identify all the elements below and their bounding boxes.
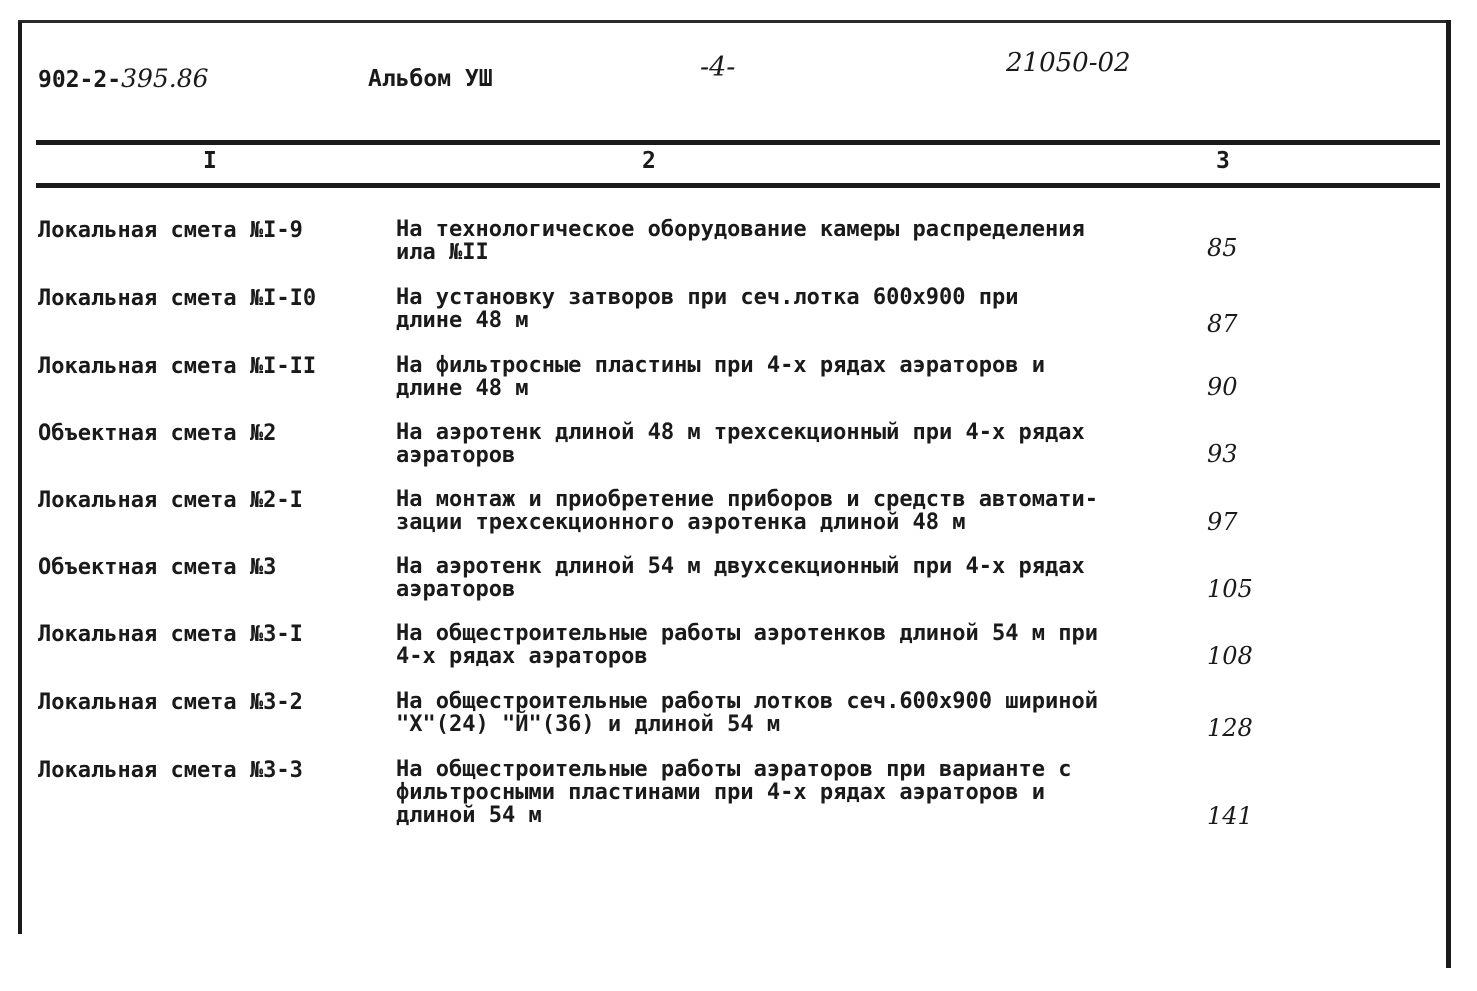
estimate-description: На технологическое оборудование камеры распределения ила №II <box>396 217 1085 265</box>
estimate-description: На монтаж и приобретение приборов и средств автомати- зации трехсекционного аэротенка длиной 48 м <box>396 487 1098 535</box>
estimate-description: На общестроительные работы лотков сеч.600х900 шириной "Х"(24) "Й"(36) и длиной 54 м <box>396 689 1098 737</box>
estimate-description: На аэротенк длиной 48 м трехсекционный при 4-х рядах аэраторов <box>396 420 1085 468</box>
estimate-page: 85 <box>1207 234 1238 262</box>
estimate-description: На общестроительные работы аэротенков длиной 54 м при 4-х рядах аэраторов <box>396 621 1098 669</box>
estimate-page: 105 <box>1207 575 1253 603</box>
column-header-3: 3 <box>1216 148 1230 174</box>
document-code: 902-2-395.86 <box>38 64 209 93</box>
estimate-description: На установку затворов при сеч.лотка 600х900 при длине 48 м <box>396 285 1019 333</box>
estimate-page: 141 <box>1207 802 1253 830</box>
frame-left-border <box>18 22 22 934</box>
estimate-description: На аэротенк длиной 54 м двухсекционный при 4-х рядах аэраторов <box>396 554 1085 602</box>
estimate-name: Локальная смета №3-2 <box>38 690 303 715</box>
estimate-name: Объектная смета №2 <box>38 421 277 446</box>
estimate-name: Локальная смета №I-II <box>38 354 317 379</box>
estimate-page: 128 <box>1207 714 1253 742</box>
estimate-description: На общестроительные работы аэраторов при варианте с фильтросными пластинами при 4-х рядах аэраторов и длиной 54 м <box>396 757 1072 828</box>
estimate-description: На фильтросные пластины при 4-х рядах аэраторов и длине 48 м <box>396 353 1046 401</box>
estimate-page: 97 <box>1207 508 1238 536</box>
table-header-top-rule <box>36 140 1440 145</box>
estimate-page: 87 <box>1207 310 1238 338</box>
column-header-1: I <box>203 148 217 174</box>
estimate-page: 93 <box>1207 440 1238 468</box>
frame-right-border <box>1446 20 1451 968</box>
estimate-name: Локальная смета №3-I <box>38 622 303 647</box>
estimate-name: Объектная смета №3 <box>38 555 277 580</box>
estimate-page: 90 <box>1207 373 1238 401</box>
estimate-name: Локальная смета №3-3 <box>38 758 303 783</box>
estimate-name: Локальная смета №I-9 <box>38 218 303 243</box>
frame-top-border <box>18 20 1450 23</box>
document-number: 21050-02 <box>1006 48 1131 78</box>
column-header-2: 2 <box>642 148 656 174</box>
estimate-page: 108 <box>1207 642 1253 670</box>
album-label: Альбом УШ <box>368 66 493 92</box>
table-header-bottom-rule <box>36 183 1440 188</box>
estimate-name: Локальная смета №I-I0 <box>38 286 317 311</box>
page-number: -4- <box>700 52 736 83</box>
estimate-name: Локальная смета №2-I <box>38 488 303 513</box>
